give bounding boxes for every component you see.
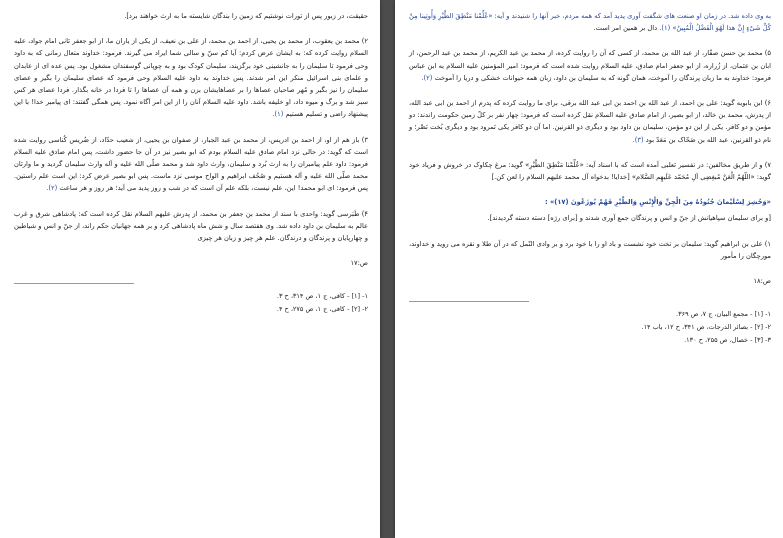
footnote-item: ۱- [۱] - مجمع البیان، ج ۷، ص ۳۶۹.: [676, 310, 771, 319]
footnotes: [409, 308, 771, 347]
right-page: [395, 0, 783, 538]
footnote-link-2[interactable]: (۲).: [46, 184, 58, 193]
paragraph-hadith-2: [14, 35, 368, 120]
footnote-item: ۲- [۲] - بصائر الدرجات، ص ۳۴۱، ح ۱۲، باب ۱۴.: [641, 323, 771, 332]
hadith-6-text: ۶) ابن بابویه گوید: علی بن احمد، از عبد الله بن احمد بن ابی عبد الله برقی، برای ما روایت کرده که پدرم از احمد بن ابی عبد الله، از پدرش، محمد بن خالد، از ابو بصیر، از امام صادق علیه السلام نقل کرده است که فرمود: چهار نفر بر کلّ زمین حکومت راندند: دو مؤمن و دو کافر. یکی از این دو مؤمن، سلیمان بن داود بود و دیگری ذو القرنین. اما آن دو کافر یکی نَمرود بود و دیگری بُخت نَصَّر؛ و نام ذو القرنین، عبد الله بن ضَحّاک بن مَعَدّ بود: [409, 99, 771, 144]
footnote-link-3[interactable]: (۳).: [632, 135, 644, 144]
paragraph-continuation: [409, 10, 771, 34]
hadith-5-text: ۵) محمد بن حسن صفّار، از عبد الله بن محمد، از کسی که آن را روایت کرده، از محمد بن عبد الکریم، از محمد بن عبد الرحمن، از ابان بن عثمان، از زُراره، از ابو جعفر امام صادق، علیه السلام روایت شده است که فرمود: امیر المؤمنین علیه السلام به ابن عباس فرمود: خداوند به ما زبان پرندگان را آموخت، همان گونه که به سلیمان بن داود، زبان همه حیوانات خشکی و دریا را آموخت: [409, 49, 771, 82]
footnote-divider: [409, 301, 529, 302]
paragraph-hadith-6: [409, 97, 771, 146]
continuation-text: به وی داده شد. در زمان او صنعت های شگفت آوری پدید آمد که همه مردم، خبر آنها را شنیدند و آیه: «عُلِّمْنا مَنْطِقَ الطَّیْرِ وَأُوتِینا مِنْ کُلِّ شَیْءٍ إِنَّ هذا لَهُوَ الْفَضْلُ الْمُبِینُ»: [409, 12, 771, 33]
hadith-3-text: ۳) باز هم از او، از احمد بن ادریس، از محمد بن عبد الجبار، از صفوان بن یحیی، از شعیب حدّاد، از ضُریس کُناسی روایت شده است که گوید: در حالی نزد امام صادق علیه السلام بودم که ابو بصیر نیز در آن جا حضور داشت، پس امام صادق علیه السلام فرمود: داود علم پیامبران را به ارث بُرد و سلیمان، وارث داود شد و محمد صلّی الله علیه و آله وارث سلیمان گردید و ما وارثان محمد صلّی الله علیه و آله هستیم و صُحُف ابراهیم و الواح موسی نزد ماست. پس ابو بصیر عرض کرد: این است علم راستین. پس فرمود: ای ابو محمد! این، علم نیست، بلکه علم آن است که در شب و روز پدید می آید؛ هر روز و هر ساعت: [14, 135, 368, 193]
paragraph-hadith-3: [14, 134, 368, 195]
footnote-item: ۳- [۳] - خصال، ص ۲۵۵، ح ۱۳۰.: [684, 336, 771, 345]
footnote-item: ۲- [۲] - کافی، ج ۱، ص ۲۷۵، ح ۴.: [276, 305, 368, 314]
continuation-tail: دال بر همین امر است.: [593, 24, 658, 33]
page-number: ص:۱۷: [350, 259, 368, 268]
paragraph-hadith-7: ۷) و از طریق مخالفین: در تفسیر ثعلبی آمده است که با اسناد آیه: «عُلِّمْنا مَنْطِقَ الطَّیْرِ» گوید: مرغ چکاوک در خروش و فریاد خود گوید: «اللّهُمّ الْعَنْ مُبغِضِی آلِ مُحَمّد عَلَیهِم السَّلام» [خدایا! بدخواه آل محمد علیهم السلام را لعن کن.]: [409, 160, 771, 182]
left-page: [0, 0, 380, 538]
footnote-item: ۱- [۱] - کافی، ج ۱، ص ۳۱۴، ح ۳.: [276, 292, 368, 301]
paragraph-hadith-5: [409, 47, 771, 84]
right-page-content: [409, 10, 771, 347]
footnote-link-2[interactable]: (۲).: [421, 73, 433, 82]
verse-translation: [و برای سلیمان سپاهیانش از جنّ و انس و پرندگان جمع آوری شدند و [برای رژه] دسته دسته گردیدند].: [487, 214, 771, 223]
footnotes: [14, 290, 368, 316]
page-number: ص:۱۸: [753, 277, 771, 286]
left-page-content: [14, 10, 368, 316]
hadith-2-text: ۲) محمد بن یعقوب، از محمد بن یحیی، از احمد بن محمد، از علی بن نعیف، از یکی از یاران ما، از ابو جعفر ثانی امام جواد، علیه السلام روایت کرده که: به ایشان عرض کردم: آیا کم سنّ و سالی شما ایراد می گیرند. فرمود: خداوند متعال زمانی که به داود وحی فرمود تا سلیمان را به جانشینی خود برگزیند، سلیمان کودک بود و به چوپانی گوسفندان مشغول بود. پس عده ای از عابدان و علمای بنی اسرائیل منکر این امر شدند. پس خداوند به داود علیه السلام وحی فرمود که عصای سلیمان را بگیر و عصای سلیمان را نیز بگیر و مُهر صاحبان عصاها را بر عصاهایشان بزن و همه آن عصاها را تا فردا در خانه بگذار. فردا عصای هر کس سبز شد و برگ و میوه داد، او خلیفه باشد. داود علیه السلام آنان را از این امر آگاه نمود. پس همگی گفتند: ای پیامبر خدا! با این پیشنهاد راضی و تسلیم هستیم: [14, 37, 368, 119]
paragraph-intro: حقیقت، در زبور پس از تورات نوشتیم که زمین را بندگان شایسته ما به ارث خواهند برد].: [124, 12, 368, 20]
paragraph-hadith-4: ۴) طَبَرسی گوید: واحدی با سند از محمد بن جعفر بن محمد، از پدرش علیهم السلام نقل کرده است که: پادشاهی شرق و غرب عالم به سلیمان بن داود داده شد. وی هفتصد سال و شش ماه پادشاهی کرد و بر همه جهانیان حکم راند، از جنّ و انس و شیاطین و چهارپایان و پرندگان و درندگان. علم هر چیز و زبان هر چیزی: [14, 209, 368, 243]
paragraph-hadith-1: ۱) علی بن ابراهیم گوید: سلیمان بر تخت خود نشست و باد او را با خود برد و بر وادی النّمل که در آن طلا و نقره می روید و خداوند، مورچگان را مأمور: [409, 239, 771, 260]
footnote-link-1[interactable]: (۱).: [272, 110, 284, 119]
verse-heading: «وَحُشِرَ لِسُلَیْمانَ جُنُودُهُ مِنَ الْجِنِّ وَالْإِنْسِ وَالطَّیْرِ فَهُمْ یُوزَعُونَ (۱۷)» :: [544, 198, 771, 207]
footnote-link-1[interactable]: (۱).: [659, 24, 671, 33]
footnote-divider: [14, 283, 134, 284]
